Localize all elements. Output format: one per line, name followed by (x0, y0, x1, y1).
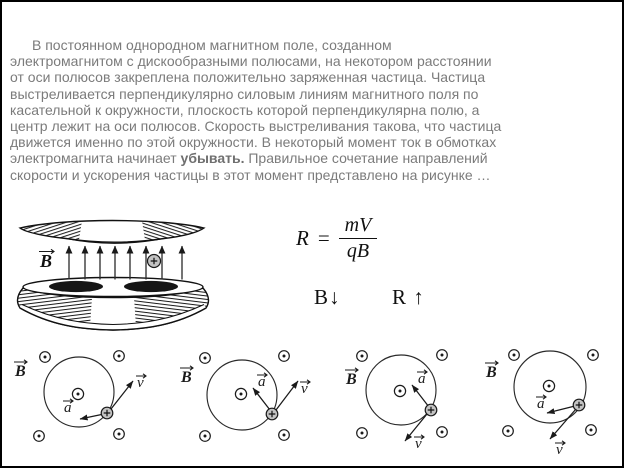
problem-text (10, 37, 622, 183)
electromagnet-svg (10, 216, 242, 342)
option-figure (4, 348, 156, 468)
b-field-label: B (181, 369, 192, 386)
b-field-label: B (346, 371, 357, 388)
acceleration-vector (253, 388, 270, 410)
pole-dark-right (124, 281, 178, 292)
acceleration-label: a (258, 374, 266, 390)
radius-formula (296, 214, 377, 263)
formula-equals: = (317, 226, 330, 250)
acceleration-vector (547, 406, 575, 413)
formula-numerator: mV (339, 214, 378, 239)
electromagnet-figure (10, 216, 242, 342)
text-line: касательной к окружности, плоскость которой перпендикулярна полю, а (10, 101, 480, 118)
text-line: центр лежит на оси полюсов. Скорость выстреливания такова, что частица (10, 118, 502, 135)
velocity-label: v (137, 375, 144, 391)
option-figure (318, 348, 470, 468)
formula-fraction (339, 214, 378, 263)
acceleration-label: a (418, 371, 426, 387)
option-diagram-2[interactable] (160, 348, 312, 468)
acceleration-vector (412, 385, 429, 407)
text-line: электромагнитом с дискообразными полюсами, на некотором расстоянии (10, 53, 492, 70)
velocity-label: v (415, 436, 422, 452)
option-diagram-4[interactable] (466, 348, 618, 468)
option-diagram-3[interactable] (318, 348, 470, 468)
text-line: от оси полюсов закреплена положительно заряженная частица. Частица (10, 69, 486, 86)
acceleration-vector (80, 414, 104, 419)
acceleration-label: a (64, 400, 72, 416)
option-figure (160, 348, 312, 468)
velocity-label: v (556, 442, 563, 458)
b-field-label: B (40, 251, 53, 271)
pole-dark-left (49, 281, 103, 292)
text-line: выстреливается перпендикулярно силовым линиям магнитного поля по (10, 85, 479, 102)
formula-lhs: R (296, 226, 309, 250)
r-increases-note: R ↑ (392, 285, 425, 309)
b-field-label: B (486, 364, 497, 381)
text-line: скорости и ускорения частицы в этот момент представлено на рисунке … (10, 166, 491, 183)
text-line: движется именно по этой окружности. В некоторый момент ток в обмотках (10, 134, 497, 151)
b-field-label: B (15, 363, 26, 380)
acceleration-label: a (537, 396, 545, 412)
text-line: электромагнита начинает убывать. Правильное сочетание направлений (10, 150, 488, 167)
answer-options (2, 348, 624, 468)
velocity-vector (276, 381, 298, 410)
text-line: В постоянном однородном магнитном поле, созданном (32, 37, 392, 53)
velocity-vector (550, 409, 576, 439)
option-figure (466, 348, 618, 468)
option-diagram-1[interactable] (4, 348, 156, 468)
formula-denominator: qB (346, 240, 370, 262)
b-decreases-note: B↓ (314, 285, 341, 309)
velocity-label: v (301, 381, 308, 397)
